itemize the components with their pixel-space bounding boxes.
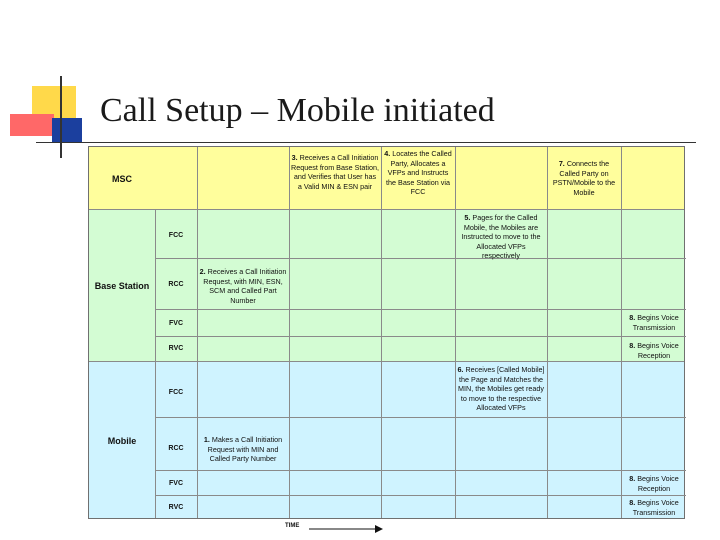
channel-divider (155, 336, 686, 337)
channel-divider (155, 258, 686, 259)
accent-vertical-line (60, 76, 62, 158)
channel-label-rcc: RCC (168, 281, 184, 288)
step-2: 2. Receives a Call Initiation Request, with MIN, ESN, SCM and Called Part Number (199, 267, 287, 305)
channel-label-rvc: RVC (168, 345, 184, 352)
step-8-voice-transmission-base: 8. Begins Voice Transmission (629, 313, 679, 332)
band-divider (89, 361, 684, 362)
step-5: 5. Pages for the Called Mobile, the Mobiles are Instructed to move to the Allocated VFPs respectively (461, 213, 541, 261)
column-divider (455, 147, 456, 518)
step-1: 1. Makes a Call Initiation Request with MIN and Called Party Number (203, 435, 283, 464)
step-8-voice-transmission-mobile: 8. Begins Voice Transmission (629, 498, 679, 517)
column-divider (155, 209, 156, 518)
band-divider (89, 209, 684, 210)
step-4: 4. Locates the Called Party, Allocates a VFPs and Instructs the Base Station via FCC (384, 149, 452, 197)
channel-label-rvc: RVC (168, 504, 184, 511)
column-divider (381, 147, 382, 518)
row-label-msc: MSC (112, 174, 132, 184)
channel-divider (155, 495, 686, 496)
accent-square-blue (52, 118, 82, 142)
channel-divider (155, 417, 686, 418)
step-8-voice-reception-base: 8. Begins Voice Reception (629, 341, 679, 360)
channel-divider (155, 470, 686, 471)
step-8-voice-reception-mobile: 8. Begins Voice Reception (629, 474, 679, 493)
channel-label-fcc: FCC (168, 232, 184, 239)
column-divider (197, 147, 198, 518)
row-label-base-station: Base Station (94, 281, 150, 291)
step-7: 7. Connects the Called Party on PSTN/Mobile to the Mobile (552, 159, 616, 197)
column-divider (547, 147, 548, 518)
channel-divider (155, 309, 686, 310)
time-axis (285, 522, 385, 540)
call-setup-diagram (88, 146, 685, 519)
step-3: 3. Receives a Call Initiation Request from Base Station, and Verifies that User has a Valid MIN & ESN pair (291, 153, 379, 191)
time-arrow (285, 523, 385, 535)
column-divider (289, 147, 290, 518)
channel-label-fcc: FCC (168, 389, 184, 396)
channel-label-fvc: FVC (169, 480, 183, 487)
time-label: TIME (285, 523, 300, 529)
row-label-mobile: Mobile (107, 436, 137, 446)
channel-label-rcc: RCC (168, 445, 184, 452)
step-6: 6. Receives [Called Mobile] the Page and Matches the MIN, the Mobiles get ready to move to the respective Allocated VFPs (457, 365, 545, 413)
channel-label-fvc: FVC (169, 320, 183, 327)
column-divider (621, 147, 622, 518)
accent-square-red (10, 114, 54, 136)
slide-title: Call Setup – Mobile initiated (100, 92, 495, 129)
accent-horizontal-line (36, 142, 696, 143)
